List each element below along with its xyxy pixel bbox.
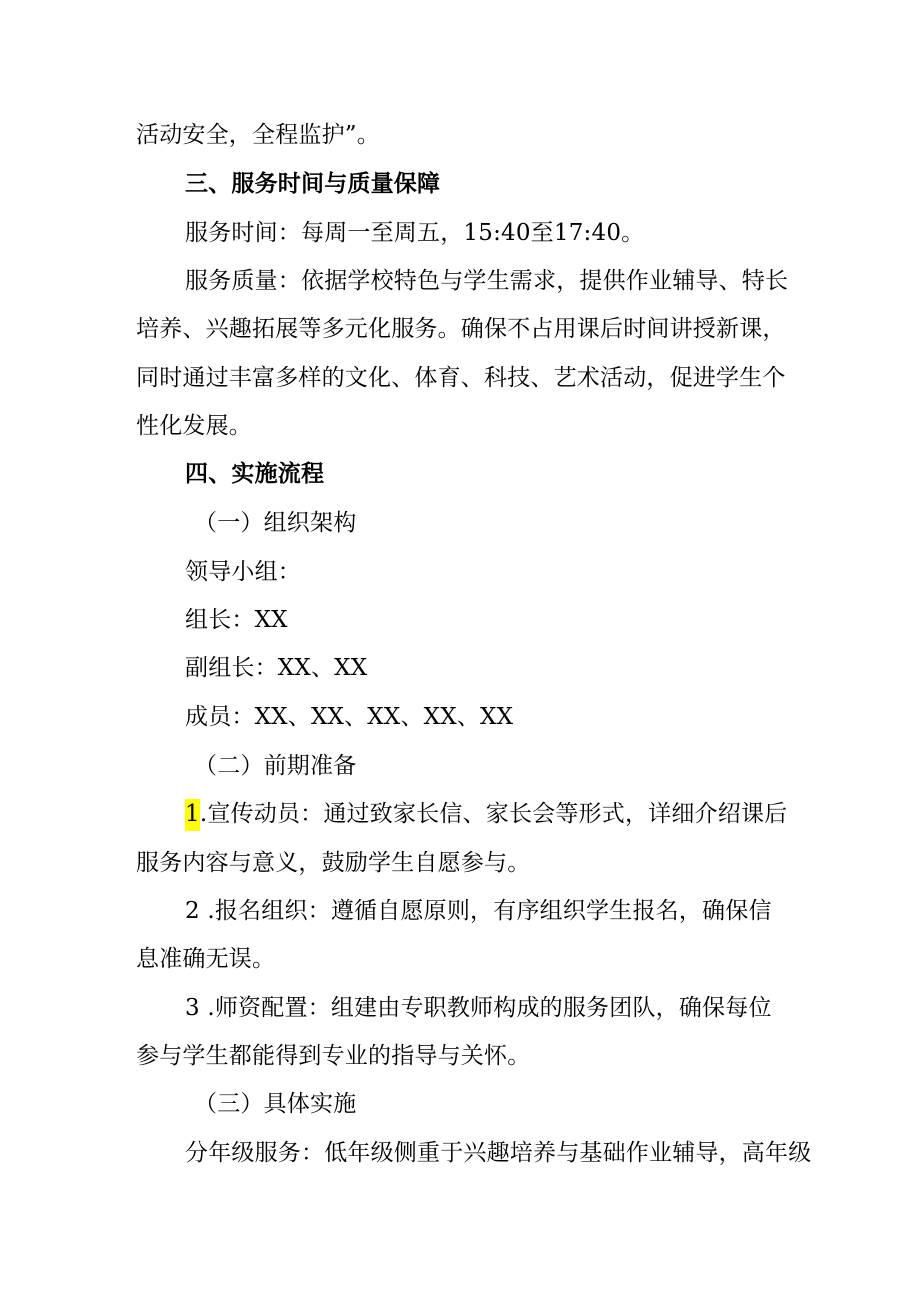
item-1-text: .宣传动员：通过致家长信、家长会等形式，详细介绍课后: [199, 801, 788, 827]
subheading-preparation: （二）前期准备: [194, 753, 357, 779]
subheading-organization: （一）组织架构: [194, 510, 357, 536]
service-time-line: 服务时间：每周一至周五，15:40至17:40。: [185, 220, 645, 246]
item-3-line-1: 3 .师资配置：组建由专职教师构成的服务团队，确保每位: [185, 995, 772, 1021]
subheading-implementation: （三）具体实施: [194, 1091, 357, 1117]
service-quality-line-4: 性化发展。: [136, 413, 252, 439]
item-2-line-2: 息准确无误。: [136, 946, 276, 972]
service-quality-line-3: 同时通过丰富多样的文化、体育、科技、艺术活动，促进学生个: [136, 365, 786, 391]
members-line: 成员：XX、XX、XX、XX、XX: [185, 704, 514, 730]
leader-group-label: 领导小组：: [185, 559, 301, 585]
service-quality-line-1: 服务质量：依据学校特色与学生需求，提供作业辅导、特长: [185, 268, 789, 294]
item-3-line-2: 参与学生都能得到专业的指导与关怀。: [136, 1043, 531, 1069]
leader-line: 组长：XX: [185, 607, 288, 633]
paragraph-line: 活动安全，全程监护”。: [136, 122, 380, 148]
vice-leader-line: 副组长：XX、XX: [185, 655, 368, 681]
service-quality-line-2: 培养、兴趣拓展等多元化服务。确保不占用课后时间讲授新课，: [136, 316, 786, 342]
item-1-line-2: 服务内容与意义，鼓励学生自愿参与。: [136, 850, 531, 876]
item-2-line-1: 2 .报名组织：遵循自愿原则，有序组织学生报名，确保信: [185, 898, 772, 924]
section-heading-3: 三、服务时间与质量保障: [185, 171, 441, 197]
section-heading-4: 四、实施流程: [185, 461, 325, 487]
highlighted-number: 1: [185, 799, 200, 831]
grade-service-line: 分年级服务：低年级侧重于兴趣培养与基础作业辅导，高年级: [185, 1140, 812, 1166]
item-1-line-1: [185, 799, 787, 829]
